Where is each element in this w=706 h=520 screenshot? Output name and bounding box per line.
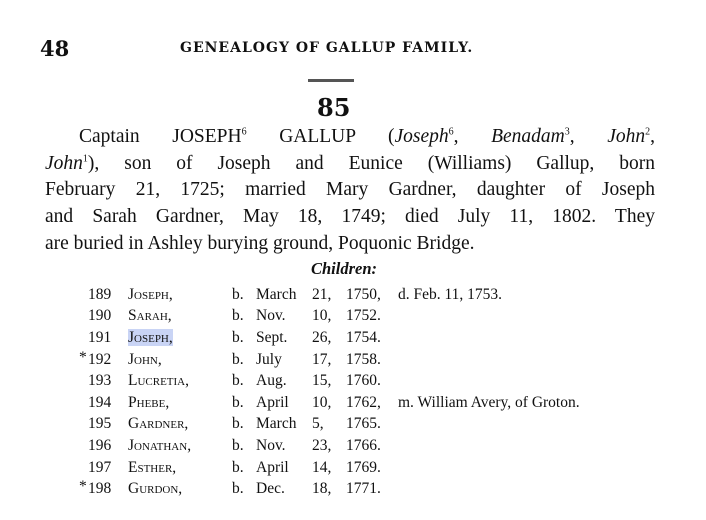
child-month: Dec. <box>256 480 285 498</box>
child-number: 189 <box>88 285 112 303</box>
child-b: b. <box>232 285 244 303</box>
child-note <box>398 414 580 436</box>
child-day: 21, <box>312 285 332 303</box>
child-name <box>128 414 232 436</box>
child-month: March <box>256 415 297 433</box>
child-year: 1762, <box>346 393 381 411</box>
child-note <box>398 349 580 371</box>
child-name-text: Jonathan, <box>128 436 192 454</box>
child-b: b. <box>232 480 244 498</box>
child-name <box>128 370 232 392</box>
paragraph-line-4: and Sarah Gardner, May 18, 1749; died July 11, 1802. They <box>45 206 655 228</box>
child-num <box>88 414 128 436</box>
child-name <box>128 457 232 479</box>
child-number: 198 <box>88 480 112 498</box>
child-star: * <box>79 348 87 366</box>
child-row <box>88 414 580 436</box>
child-note <box>398 478 580 500</box>
child-num <box>88 370 128 392</box>
child-name-text: Esther, <box>128 458 177 476</box>
child-name <box>128 435 232 457</box>
child-month: April <box>256 393 289 411</box>
child-row <box>88 392 580 414</box>
child-num <box>79 348 128 371</box>
child-name-text: Gurdon, <box>128 480 183 498</box>
child-day: 10, <box>312 307 332 325</box>
child-name <box>128 478 232 500</box>
child-month: Aug. <box>256 372 287 390</box>
children-list <box>79 284 580 500</box>
child-num <box>88 327 128 349</box>
child-b: b. <box>232 307 244 325</box>
child-name-text: Sarah, <box>128 307 172 325</box>
child-day: 5, <box>312 415 324 433</box>
paragraph-line-5: are buried in Ashley burying ground, Poquonic Bridge. <box>45 232 475 254</box>
page-number: 48 <box>40 36 70 61</box>
child-number: 196 <box>88 436 112 454</box>
child-num <box>88 284 128 306</box>
child-num <box>88 457 128 479</box>
paragraph-line-3: February 21, 1725; married Mary Gardner, daughter of Joseph <box>45 179 655 201</box>
child-name-text: John, <box>128 350 162 368</box>
child-year: 1760. <box>346 372 381 390</box>
child-note <box>398 306 580 328</box>
child-year: 1765. <box>346 415 381 433</box>
child-day: 14, <box>312 458 332 476</box>
child-year: 1750, <box>346 285 381 303</box>
children-heading: Children: <box>311 259 378 278</box>
biography-paragraph <box>45 124 655 258</box>
child-note <box>398 327 580 349</box>
child-number: 197 <box>88 458 112 476</box>
child-name <box>128 349 232 371</box>
child-number: 191 <box>88 328 112 346</box>
child-note: m. William Avery, of Groton. <box>398 393 580 411</box>
child-day: 15, <box>312 372 332 390</box>
child-row <box>88 478 580 500</box>
child-month: July <box>256 350 282 368</box>
child-b: b. <box>232 393 244 411</box>
child-day: 17, <box>312 350 332 368</box>
child-name-text: Phebe, <box>128 393 170 411</box>
child-b: b. <box>232 415 244 433</box>
paragraph-line-1: Captain JOSEPH$^6$ GALLUP (Joseph$^6$, Benadam$^3$, John$^2$, <box>79 126 656 147</box>
child-year: 1771. <box>346 480 381 498</box>
child-row <box>88 457 580 479</box>
child-year: 1766. <box>346 436 381 454</box>
child-b: b. <box>232 436 244 454</box>
child-num <box>88 306 128 328</box>
child-note: d. Feb. 11, 1753. <box>398 285 503 303</box>
child-num <box>79 478 128 500</box>
child-year: 1758. <box>346 350 381 368</box>
child-name <box>128 327 232 349</box>
child-day: 18, <box>312 480 332 498</box>
child-number: 195 <box>88 415 112 433</box>
child-number: 192 <box>88 350 112 368</box>
child-b: b. <box>232 350 244 368</box>
child-num <box>88 435 128 457</box>
child-year: 1752. <box>346 307 381 325</box>
paragraph-line-2: John$^1$), son of Joseph and Eunice (Williams) Gallup, born <box>45 152 655 174</box>
child-name-text: Gardner, <box>128 415 189 433</box>
child-day: 10, <box>312 393 332 411</box>
child-day: 23, <box>312 436 332 454</box>
running-title: GENEALOGY OF GALLUP FAMILY. <box>180 40 474 56</box>
child-b: b. <box>232 372 244 390</box>
child-month: Nov. <box>256 307 286 325</box>
child-name-text: Joseph, <box>128 328 173 346</box>
child-year: 1754. <box>346 328 381 346</box>
child-name-text: Joseph, <box>128 285 173 303</box>
child-month: April <box>256 458 289 476</box>
decorative-rule <box>308 79 354 82</box>
child-name <box>128 306 232 328</box>
child-b: b. <box>232 458 244 476</box>
entry-number: 85 <box>317 93 351 122</box>
child-row <box>88 349 580 371</box>
child-star: * <box>79 478 87 496</box>
child-row <box>88 284 580 306</box>
child-row <box>88 327 580 349</box>
child-row <box>88 435 580 457</box>
child-row <box>88 306 580 328</box>
child-month: March <box>256 285 297 303</box>
child-number: 190 <box>88 307 112 325</box>
child-num <box>88 392 128 414</box>
child-number: 193 <box>88 372 112 390</box>
child-number: 194 <box>88 393 112 411</box>
child-month: Sept. <box>256 328 288 346</box>
child-year: 1769. <box>346 458 381 476</box>
child-row <box>88 370 580 392</box>
child-note <box>398 435 580 457</box>
child-name <box>128 284 232 306</box>
child-note <box>398 457 580 479</box>
child-b: b. <box>232 328 244 346</box>
child-day: 26, <box>312 328 332 346</box>
child-note <box>398 370 580 392</box>
child-month: Nov. <box>256 436 286 454</box>
child-name-text: Lucretia, <box>128 372 190 390</box>
child-name <box>128 392 232 414</box>
